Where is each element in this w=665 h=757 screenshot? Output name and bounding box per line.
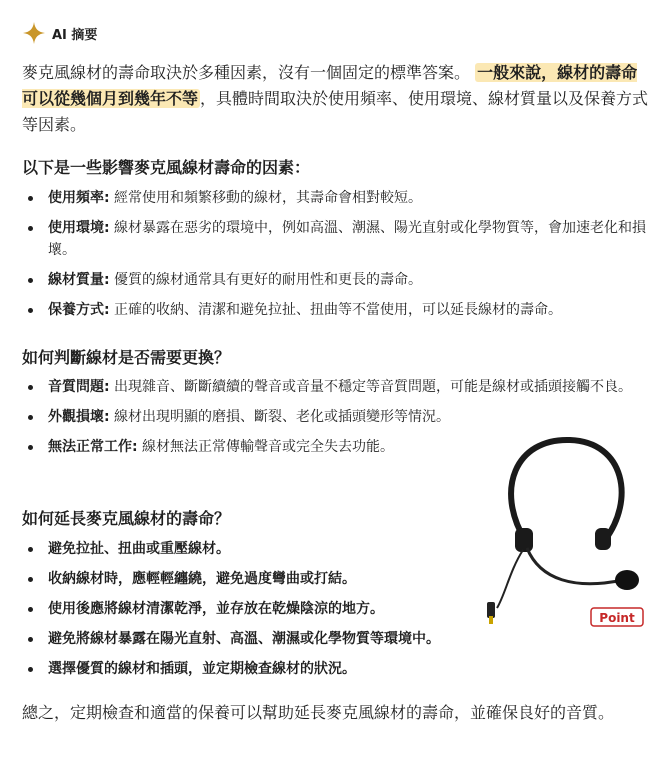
list-item: 避免將線材暴露在陽光直射、高溫、潮濕或化學物質等環境中。: [22, 628, 665, 650]
intro-paragraph: [22, 60, 652, 138]
item-label: 無法正常工作:: [48, 439, 138, 455]
extend-title: 如何延長麥克風線材的壽命？: [22, 509, 231, 528]
list-item: [22, 187, 654, 209]
intro-text-end: ，具體時間取決於使用頻率、使用環境、線材質量以及保養方式等因素。: [22, 89, 649, 134]
sparkle-icon: [22, 21, 46, 45]
factors-title: 以下是一些影響麥克風線材壽命的因素：: [22, 158, 311, 177]
item-label: 外觀損壞:: [48, 409, 110, 425]
item-text: 出現雜音、斷斷續續的聲音或音量不穩定等音質問題，可能是線材或插頭接觸不良。: [109, 379, 633, 395]
list-item: 避免拉扯、扭曲或重壓線材。: [22, 538, 462, 560]
list-item: [22, 376, 654, 398]
point-badge: Point: [599, 611, 635, 625]
replace-title: 如何判斷線材是否需要更換？: [22, 348, 231, 367]
list-item: 使用後應將線材清潔乾淨，並存放在乾燥陰涼的地方。: [22, 598, 462, 620]
mic-boom: [527, 548, 623, 584]
item-label: 保養方式:: [48, 302, 110, 318]
item-text: 線材出現明顯的磨損、斷裂、老化或插頭變形等情況。: [109, 409, 451, 425]
item-label: 使用環境:: [48, 220, 110, 236]
mic-foam: [615, 570, 639, 590]
item-text: 線材暴露在惡劣的環境中，例如高溫、潮濕、陽光直射或化學物質等，會加速老化和損壞。: [48, 220, 647, 258]
ai-summary-title: AI 摘要: [52, 27, 98, 43]
item-text: 線材無法正常傳輸聲音或完全失去功能。: [137, 439, 395, 455]
item-label: 線材質量:: [48, 272, 110, 288]
right-earpiece: [595, 528, 611, 550]
item-label: 音質問題:: [48, 379, 110, 395]
conclusion-paragraph: 總之，定期檢查和適當的保養可以幫助延長麥克風線材的壽命，並確保良好的音質。: [22, 703, 615, 722]
list-item: [22, 217, 654, 261]
list-item: [22, 406, 654, 428]
list-item: [22, 269, 654, 291]
plug-tip: [489, 616, 493, 624]
extend-list: [22, 538, 462, 680]
intro-highlight: 一般來說，線材的壽命可以從幾個月到幾年不等: [22, 63, 638, 108]
factors-list: [22, 187, 654, 321]
item-text: 經常使用和頻繁移動的線材，其壽命會相對較短。: [109, 190, 423, 206]
intro-text: 麥克風線材的壽命取決於多種因素，沒有一個固定的標準答案。: [22, 63, 471, 82]
left-earpiece: [515, 528, 533, 552]
list-item: 選擇優質的線材和插頭，並定期檢查線材的狀況。: [22, 658, 665, 680]
list-item: 收納線材時，應輕輕纏繞，避免過度彎曲或打結。: [22, 568, 462, 590]
item-label: 使用頻率:: [48, 190, 110, 206]
ai-summary-header: [22, 21, 97, 45]
cable: [497, 550, 523, 608]
audio-plug: [487, 602, 495, 618]
headset-microphone-image: [455, 430, 655, 630]
list-item: [22, 299, 654, 321]
item-text: 正確的收納、清潔和避免拉扯、扭曲等不當使用，可以延長線材的壽命。: [109, 302, 563, 318]
headband: [511, 440, 622, 540]
item-text: 優質的線材通常具有更好的耐用性和更長的壽命。: [109, 272, 423, 288]
